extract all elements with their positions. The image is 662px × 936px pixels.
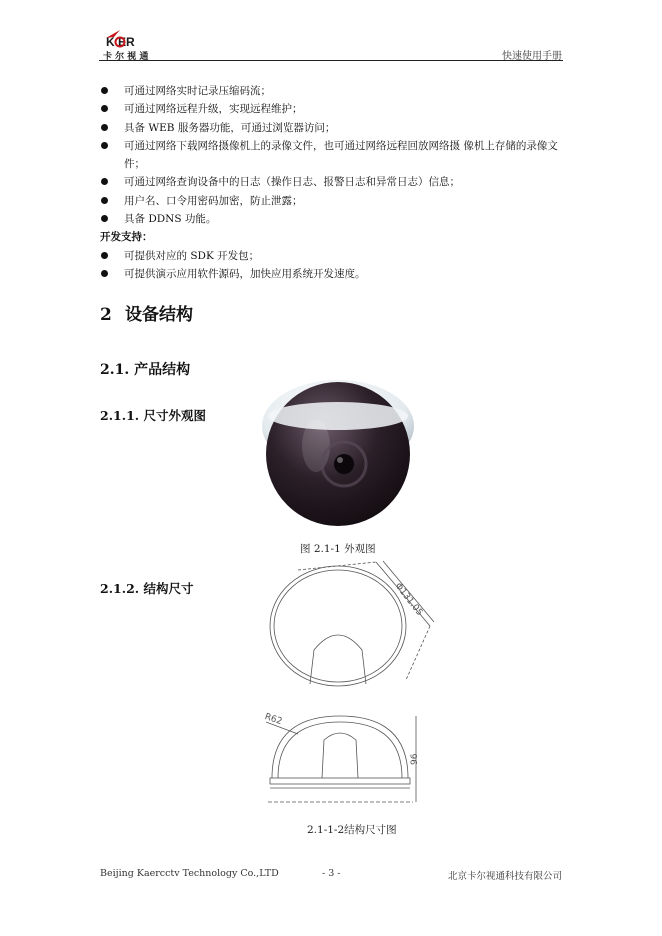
list-item: 具备 WEB 服务器功能，可通过浏览器访问；	[100, 119, 565, 137]
figure-caption: 2.1-1-2结构尺寸图	[307, 824, 397, 836]
company-logo	[100, 28, 162, 62]
figure-caption: 图 2.1-1 外观图	[300, 543, 376, 555]
list-item: 具备 DDNS 功能。	[100, 210, 565, 228]
footer-right: 北京卡尔视通科技有限公司	[447, 871, 562, 882]
section-title: 设备结构	[125, 305, 193, 325]
dimension-drawing	[258, 556, 436, 808]
subsection-heading: 2.1. 产品结构	[100, 362, 191, 378]
page-number: - 3 -	[322, 868, 341, 879]
dev-support-heading: 开发支持：	[100, 231, 153, 244]
dome-camera-photo	[258, 376, 418, 536]
subsubsection-dimensions: 2.1.2. 结构尺寸	[100, 581, 194, 596]
list-item: 可通过网络查询设备中的日志（操作日志、报警日志和异常日志）信息；	[100, 173, 565, 191]
section-number: 2	[100, 305, 112, 325]
logo-subtext: 卡 尔 视 通	[103, 52, 149, 62]
dim-radius-label: R62	[263, 712, 284, 728]
feature-list	[100, 82, 565, 283]
header-rule	[99, 60, 563, 61]
list-item: 可提供对应的 SDK 开发包；	[100, 247, 565, 265]
dim-diameter-label: Φ131.05	[392, 581, 425, 618]
header-title: 快速使用手册	[502, 51, 562, 62]
list-item: 用户名、口令用密码加密，防止泄露；	[100, 192, 565, 210]
section-heading	[100, 300, 193, 325]
list-item: 可提供演示应用软件源码，加快应用系统开发速度。	[100, 265, 565, 283]
list-item: 可通过网络下载网络摄像机上的录像文件，也可通过网络远程回放网络摄 像机上存储的录像文件；	[100, 137, 565, 174]
dim-height-label: 96	[410, 753, 420, 765]
logo-text: K ER	[106, 35, 135, 49]
list-item: 可通过网络远程升级，实现远程维护；	[100, 100, 565, 118]
subsubsection-appearance: 2.1.1. 尺寸外观图	[100, 408, 206, 423]
list-item: 可通过网络实时记录压缩码流；	[100, 82, 565, 100]
footer-left: Beijing Kaercctv Technology Co.,LTD	[100, 868, 279, 879]
